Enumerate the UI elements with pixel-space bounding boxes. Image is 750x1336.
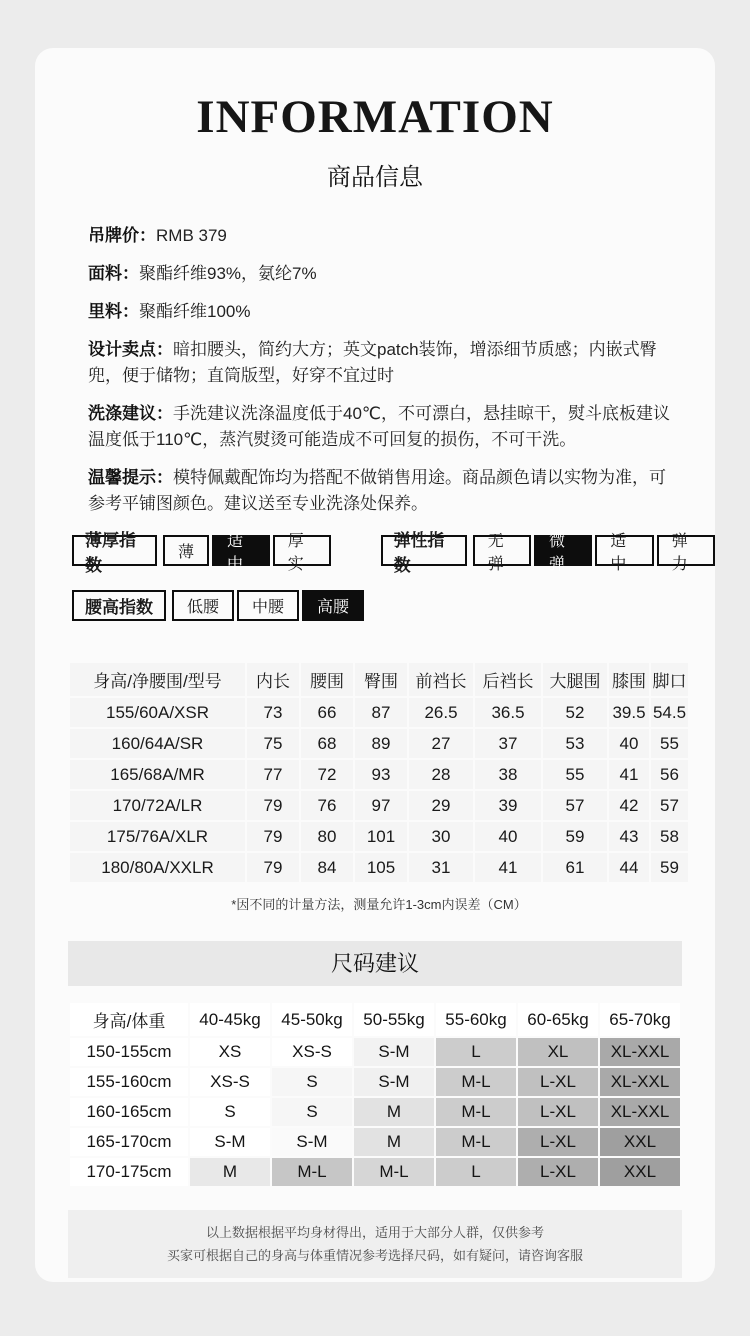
measure-cell: 44 — [609, 853, 649, 882]
size-height-cell: 170-175cm — [70, 1158, 188, 1186]
measure-cell: 68 — [301, 729, 353, 758]
size-header-cell: 身高/体重 — [70, 1003, 188, 1036]
measure-row — [70, 791, 688, 820]
measure-cell: 160/64A/SR — [70, 729, 245, 758]
measure-cell: 43 — [609, 822, 649, 851]
size-cell: M-L — [436, 1128, 516, 1156]
measure-header-cell: 脚口 — [651, 663, 688, 696]
measure-cell: 30 — [409, 822, 473, 851]
size-row — [70, 1038, 680, 1066]
size-cell: XS-S — [272, 1038, 352, 1066]
size-cell: XL-XXL — [600, 1098, 680, 1126]
measure-cell: 37 — [475, 729, 541, 758]
measure-cell: 89 — [355, 729, 407, 758]
size-cell: S — [190, 1098, 270, 1126]
measure-cell: 61 — [543, 853, 607, 882]
measure-cell: 53 — [543, 729, 607, 758]
size-cell: M — [190, 1158, 270, 1186]
index-label: 弹性指数 — [381, 535, 467, 566]
info-value: 聚酯纤维100% — [139, 302, 251, 322]
measure-header-cell: 身高/净腰围/型号 — [70, 663, 245, 696]
info-label: 洗涤建议： — [88, 404, 173, 424]
index-label: 腰高指数 — [72, 590, 166, 621]
size-cell: S-M — [190, 1128, 270, 1156]
measure-cell: 41 — [609, 760, 649, 789]
measure-cell: 72 — [301, 760, 353, 789]
measure-cell: 84 — [301, 853, 353, 882]
size-cell: XL-XXL — [600, 1068, 680, 1096]
size-cell: L-XL — [518, 1128, 598, 1156]
measure-cell: 180/80A/XXLR — [70, 853, 245, 882]
size-cell: M — [354, 1128, 434, 1156]
measure-header-cell: 臀围 — [355, 663, 407, 696]
size-cell: S-M — [354, 1068, 434, 1096]
measure-cell: 27 — [409, 729, 473, 758]
index-section — [72, 530, 715, 621]
size-header-cell: 55-60kg — [436, 1003, 516, 1036]
measure-cell: 29 — [409, 791, 473, 820]
measure-cell: 55 — [651, 729, 688, 758]
measure-header-cell: 内长 — [247, 663, 299, 696]
size-cell: XXL — [600, 1158, 680, 1186]
size-cell: XL-XXL — [600, 1038, 680, 1066]
size-cell: M-L — [272, 1158, 352, 1186]
measure-row — [70, 853, 688, 882]
size-header-cell: 45-50kg — [272, 1003, 352, 1036]
measure-cell: 54.5 — [651, 698, 688, 727]
footer-note-line: 买家可根据自己的身高与体重情况参考选择尺码，如有疑问，请咨询客服 — [166, 1248, 583, 1264]
measure-cell: 79 — [247, 822, 299, 851]
measure-cell: 79 — [247, 791, 299, 820]
measure-cell: 36.5 — [475, 698, 541, 727]
measure-row — [70, 698, 688, 727]
size-cell: L-XL — [518, 1098, 598, 1126]
info-value: RMB 379 — [156, 226, 227, 246]
info-line — [88, 337, 671, 389]
measure-cell: 155/60A/XSR — [70, 698, 245, 727]
size-table-head — [70, 1003, 680, 1036]
size-cell: XS — [190, 1038, 270, 1066]
size-cell: XL — [518, 1038, 598, 1066]
size-advice-footer — [68, 1210, 682, 1278]
index-option: 无弹 — [473, 535, 531, 566]
index-option: 薄 — [163, 535, 209, 566]
measure-cell: 93 — [355, 760, 407, 789]
measure-cell: 165/68A/MR — [70, 760, 245, 789]
measure-row — [70, 729, 688, 758]
measure-header-cell: 膝围 — [609, 663, 649, 696]
product-info-card — [35, 48, 715, 1282]
size-cell: M — [354, 1098, 434, 1126]
measure-cell: 59 — [543, 822, 607, 851]
measure-cell: 42 — [609, 791, 649, 820]
size-cell: S — [272, 1068, 352, 1096]
info-line — [88, 401, 671, 453]
measure-cell: 170/72A/LR — [70, 791, 245, 820]
measure-cell: 55 — [543, 760, 607, 789]
size-cell: M-L — [436, 1098, 516, 1126]
size-header-cell: 60-65kg — [518, 1003, 598, 1036]
info-value: 暗扣腰头，简约大方；英文patch装饰，增添细节质感；内嵌式臀兜，便于储物；直筒版型，好穿不宜过时 — [88, 340, 657, 386]
measure-row — [70, 760, 688, 789]
info-line — [88, 223, 671, 249]
size-cell: XS-S — [190, 1068, 270, 1096]
info-label: 温馨提示： — [88, 468, 173, 488]
size-height-cell: 165-170cm — [70, 1128, 188, 1156]
measure-cell: 87 — [355, 698, 407, 727]
measure-cell: 105 — [355, 853, 407, 882]
index-option: 中腰 — [237, 590, 299, 621]
waist-height-index — [72, 590, 364, 621]
info-value: 手洗建议洗涤温度低于40℃，不可漂白，悬挂晾干，熨斗底板建议温度低于110℃，蒸汽熨烫可能造成不可回复的损伤，不可干洗。 — [88, 404, 670, 450]
measure-cell: 73 — [247, 698, 299, 727]
index-option: 适中 — [595, 535, 653, 566]
measure-cell: 75 — [247, 729, 299, 758]
elasticity-index — [381, 530, 715, 575]
size-cell: L-XL — [518, 1068, 598, 1096]
size-header-cell: 40-45kg — [190, 1003, 270, 1036]
measure-cell: 59 — [651, 853, 688, 882]
size-cell: S-M — [272, 1128, 352, 1156]
size-header-cell: 65-70kg — [600, 1003, 680, 1036]
size-row — [70, 1098, 680, 1126]
size-cell: L — [436, 1158, 516, 1186]
measure-cell: 26.5 — [409, 698, 473, 727]
index-option-selected: 高腰 — [302, 590, 364, 621]
measure-cell: 57 — [543, 791, 607, 820]
index-option-selected: 适中 — [212, 535, 270, 566]
index-row-2 — [72, 590, 715, 621]
measure-note: *因不同的计量方法，测量允许1-3cm内误差（CM） — [231, 897, 527, 913]
size-header-cell: 50-55kg — [354, 1003, 434, 1036]
measure-cell: 31 — [409, 853, 473, 882]
size-cell: S-M — [354, 1038, 434, 1066]
size-cell: L — [436, 1038, 516, 1066]
size-header-row — [70, 1003, 680, 1036]
measure-cell: 80 — [301, 822, 353, 851]
index-option: 低腰 — [172, 590, 234, 621]
measure-cell: 97 — [355, 791, 407, 820]
index-option-selected: 微弹 — [534, 535, 592, 566]
measure-cell: 77 — [247, 760, 299, 789]
size-height-cell: 150-155cm — [70, 1038, 188, 1066]
info-label: 面料： — [88, 264, 139, 284]
measure-cell: 56 — [651, 760, 688, 789]
measure-cell: 101 — [355, 822, 407, 851]
measure-cell: 40 — [609, 729, 649, 758]
size-cell: M-L — [436, 1068, 516, 1096]
size-row — [70, 1068, 680, 1096]
size-row — [70, 1128, 680, 1156]
index-row-1 — [72, 530, 715, 575]
measure-header-row — [70, 663, 688, 696]
size-table-body — [70, 1038, 680, 1186]
measure-cell: 66 — [301, 698, 353, 727]
measure-cell: 58 — [651, 822, 688, 851]
index-label: 薄厚指数 — [72, 535, 157, 566]
info-label: 设计卖点： — [88, 340, 173, 360]
size-advice-title: 尺码建议 — [68, 941, 682, 986]
measure-table-head — [70, 663, 688, 696]
measure-cell: 39.5 — [609, 698, 649, 727]
measure-row — [70, 822, 688, 851]
page-title: INFORMATION — [196, 91, 554, 143]
size-cell: L-XL — [518, 1158, 598, 1186]
info-line — [88, 465, 671, 517]
info-label: 里料： — [88, 302, 139, 322]
size-advice-table — [68, 1001, 682, 1188]
measure-cell: 39 — [475, 791, 541, 820]
measure-cell: 57 — [651, 791, 688, 820]
measure-header-cell: 后裆长 — [475, 663, 541, 696]
measure-cell: 79 — [247, 853, 299, 882]
info-line — [88, 299, 671, 325]
measure-header-cell: 腰围 — [301, 663, 353, 696]
measure-cell: 28 — [409, 760, 473, 789]
measure-header-cell: 大腿围 — [543, 663, 607, 696]
measure-cell: 40 — [475, 822, 541, 851]
info-line — [88, 261, 671, 287]
size-cell: XXL — [600, 1128, 680, 1156]
size-height-cell: 155-160cm — [70, 1068, 188, 1096]
measure-cell: 175/76A/XLR — [70, 822, 245, 851]
index-option: 弹力 — [657, 535, 715, 566]
measure-cell: 41 — [475, 853, 541, 882]
measure-cell: 52 — [543, 698, 607, 727]
info-value: 聚酯纤维93%，氨纶7% — [139, 264, 317, 284]
footer-note-line: 以上数据根据平均身材得出，适用于大部分人群，仅供参考 — [205, 1225, 544, 1241]
info-label: 吊牌价： — [88, 226, 156, 246]
size-height-cell: 160-165cm — [70, 1098, 188, 1126]
size-row — [70, 1158, 680, 1186]
measure-table-body — [70, 698, 688, 882]
page-subtitle: 商品信息 — [327, 164, 423, 192]
index-option: 厚实 — [273, 535, 331, 566]
info-section — [88, 223, 671, 517]
measure-header-cell: 前裆长 — [409, 663, 473, 696]
measure-table — [68, 661, 690, 884]
size-cell: M-L — [354, 1158, 434, 1186]
size-cell: S — [272, 1098, 352, 1126]
measure-cell: 76 — [301, 791, 353, 820]
measure-cell: 38 — [475, 760, 541, 789]
info-value: 模特佩戴配饰均为搭配不做销售用途。商品颜色请以实物为准，可参考平铺图颜色。建议送至专业洗涤处保养。 — [88, 468, 666, 514]
thickness-index — [72, 530, 331, 575]
